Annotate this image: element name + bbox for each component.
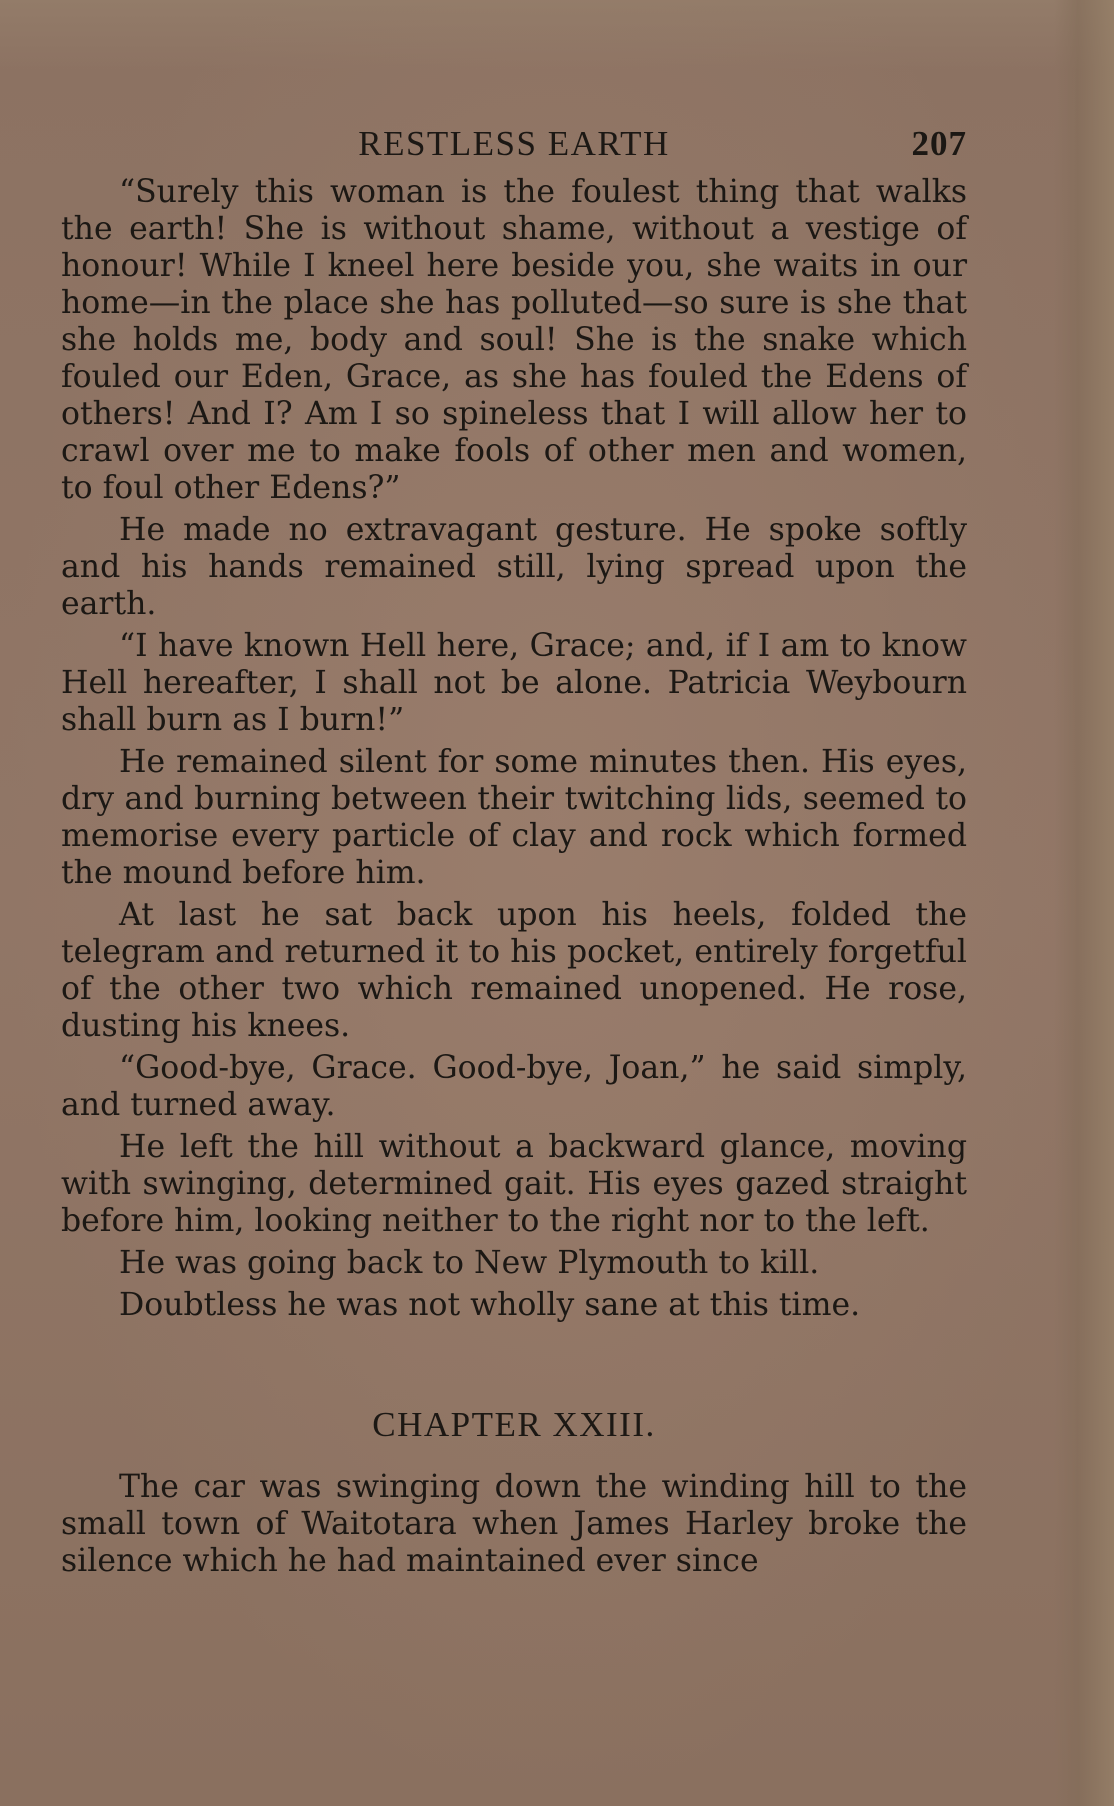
body-text xyxy=(61,174,967,1580)
page-right-edge xyxy=(1054,0,1114,1806)
paragraph: He made no extravagant gesture. He spoke softly and his hands remained still, lying spread upon the earth. xyxy=(61,512,967,622)
paragraph: “Surely this woman is the foulest thing that walks the earth! She is without shame, without a vestige of honour! While I kneel here beside you, she waits in our home—in the place she has polluted—so sure is she that she holds me, body and soul! She is the snake which fouled our Eden, Grace, as she has fouled the Edens of others! And I? Am I so spineless that I will allow her to crawl over me to make fools of other men and women, to foul other Edens?” xyxy=(61,174,967,506)
paragraph: Doubtless he was not wholly sane at this time. xyxy=(119,1287,861,1323)
page-number: 207 xyxy=(911,124,967,163)
paragraph: “I have known Hell here, Grace; and, if I am to know Hell hereafter, I shall not be alone. Patricia Weybourn shall burn as I burn!” xyxy=(61,628,967,738)
running-head xyxy=(61,118,967,174)
book-page xyxy=(61,118,967,1585)
paragraph: He remained silent for some minutes then. His eyes, dry and burning between their twitching lids, seemed to memorise every particle of clay and rock which formed the mound before him. xyxy=(61,744,967,891)
running-title: RESTLESS EARTH xyxy=(358,124,670,163)
chapter-heading: CHAPTER XXIII. xyxy=(372,1405,656,1444)
chapter-opening-paragraph: The car was swinging down the winding hill to the small town of Waitotara when James Harley broke the silence which he had maintained ever since xyxy=(61,1469,967,1579)
paragraph: He left the hill without a backward glance, moving with swinging, determined gait. His eyes gazed straight before him, looking neither to the right nor to the left. xyxy=(61,1129,967,1239)
page-top-shadow xyxy=(0,0,1114,70)
paragraph: He was going back to New Plymouth to kill. xyxy=(119,1245,820,1281)
paragraph: “Good-bye, Grace. Good-bye, Joan,” he said simply, and turned away. xyxy=(61,1050,967,1123)
paragraph: At last he sat back upon his heels, folded the telegram and returned it to his pocket, entirely forgetful of the other two which remained unopened. He rose, dusting his knees. xyxy=(61,897,967,1044)
